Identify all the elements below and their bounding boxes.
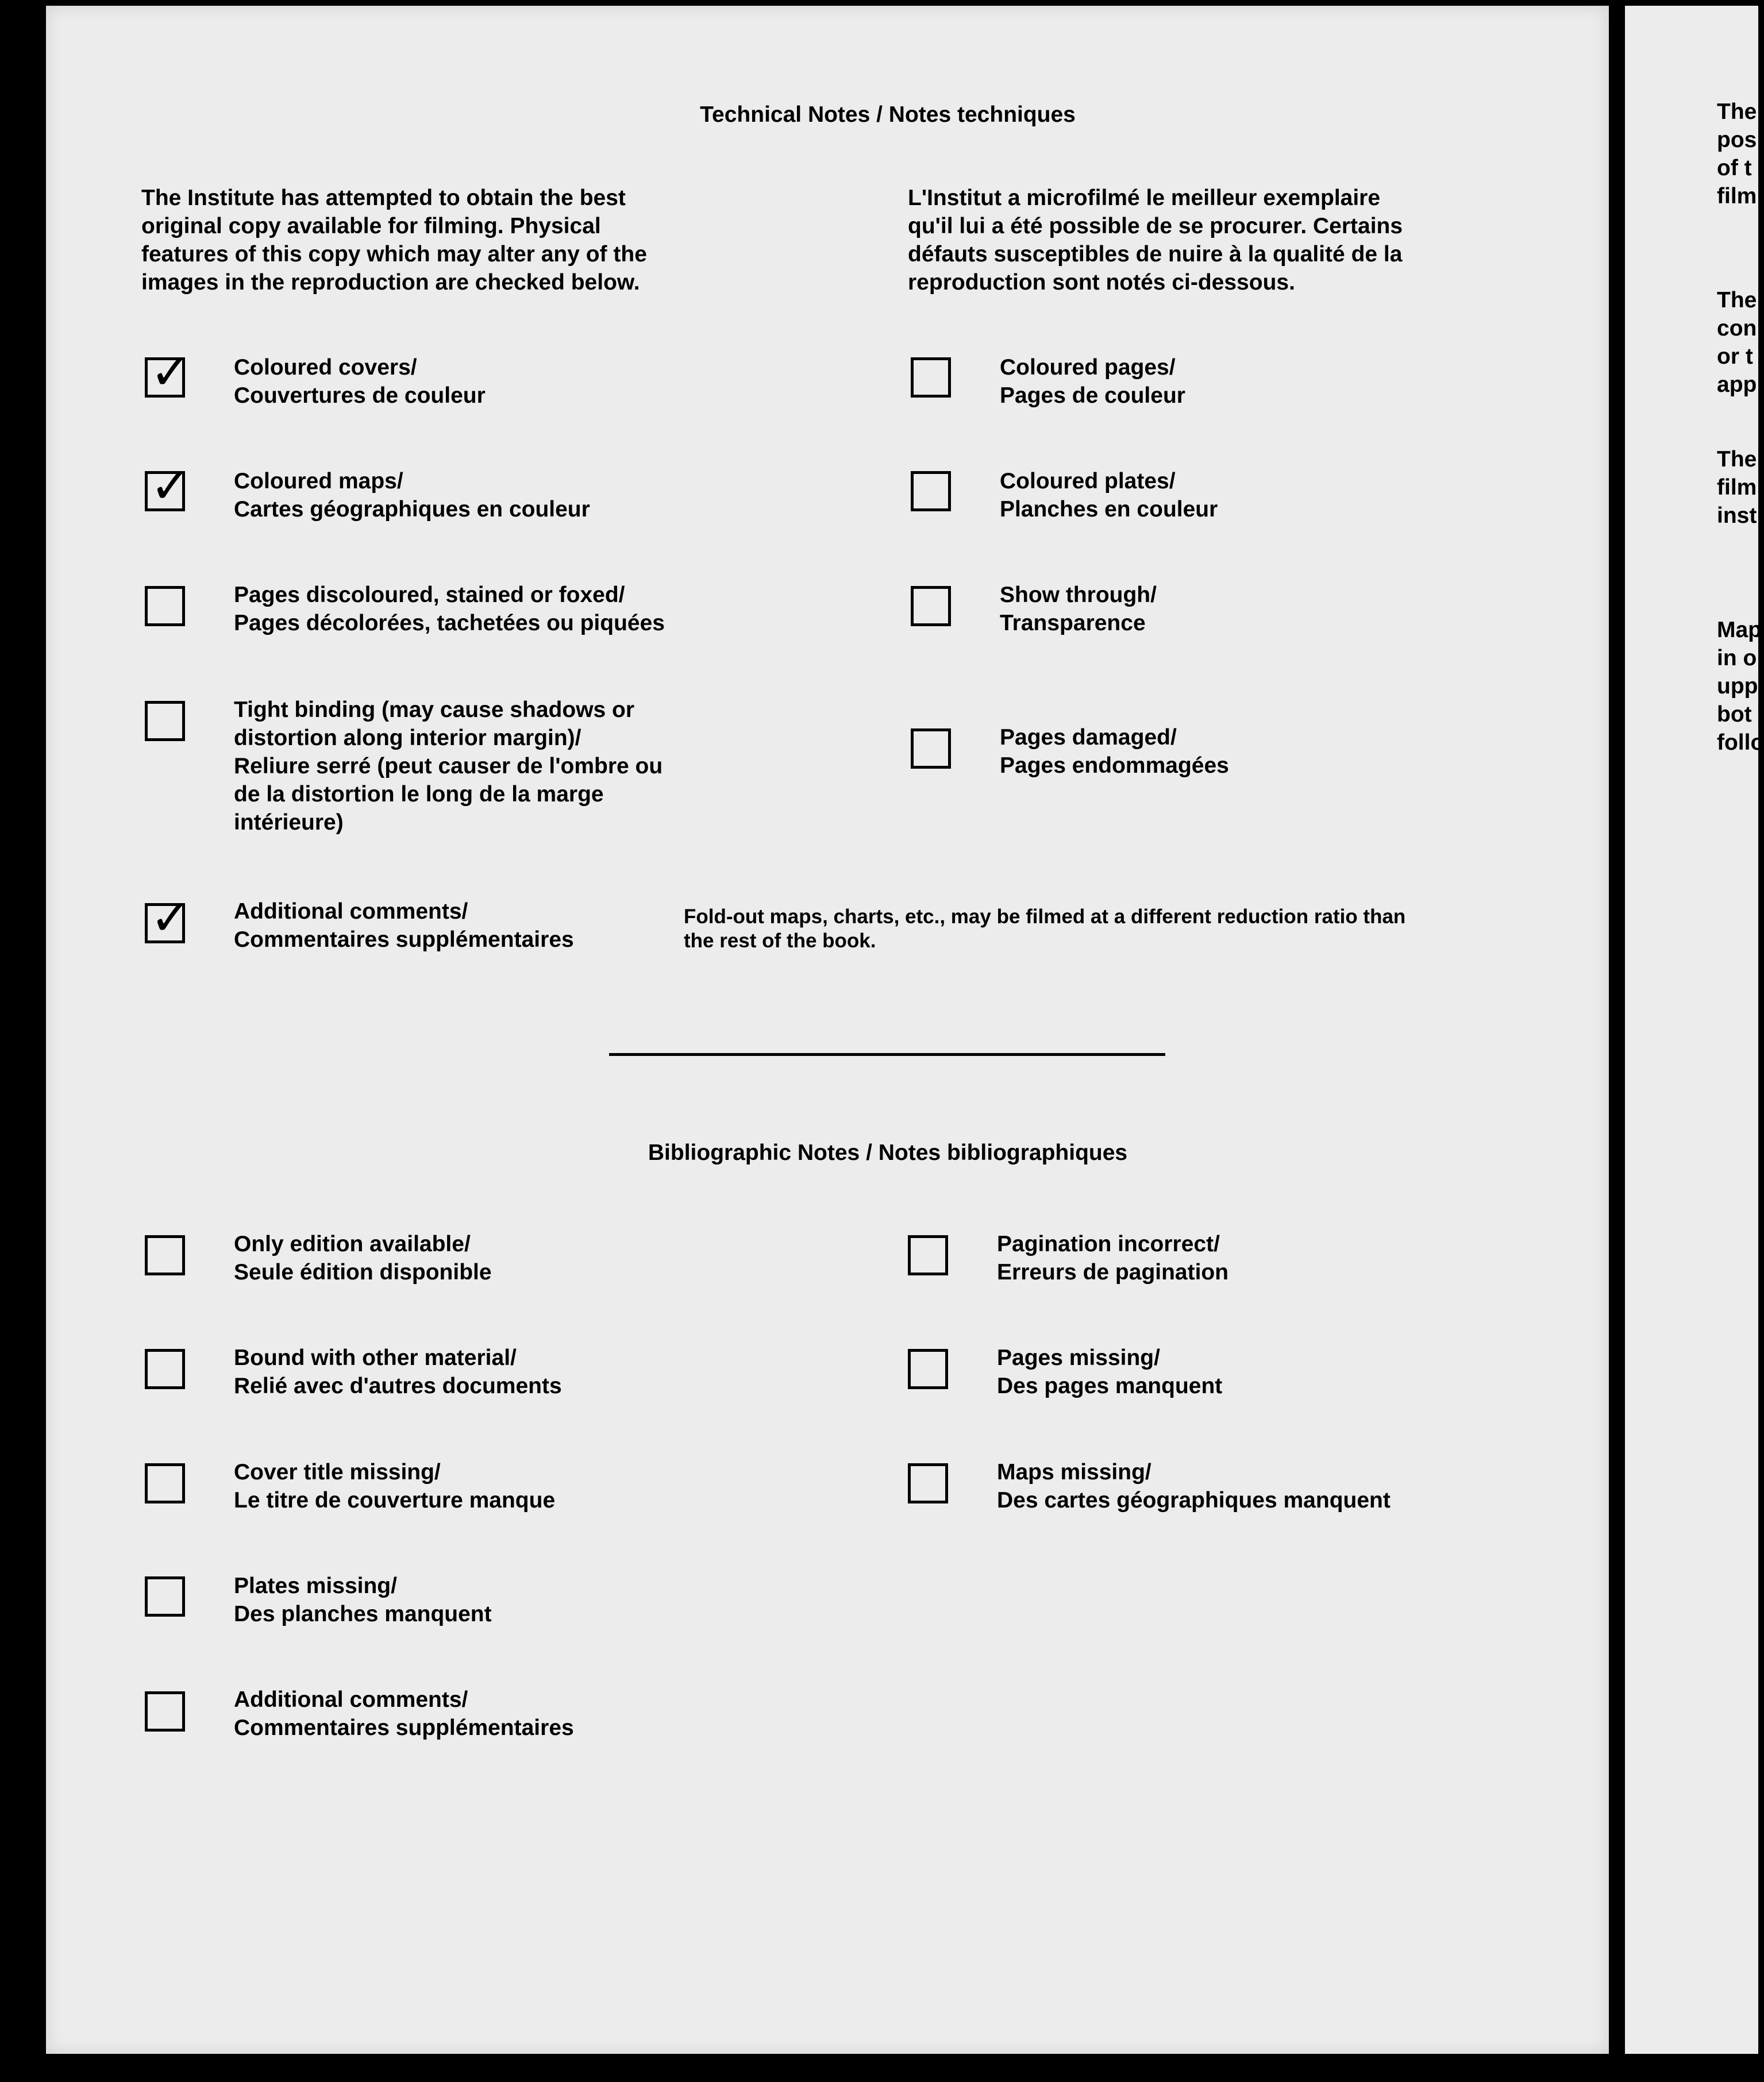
section-divider (609, 1053, 1165, 1056)
edge-text-block-3: The film inst (1717, 447, 1757, 528)
coloured-maps-label: Coloured maps/ Cartes géographiques en couleur (234, 469, 590, 522)
cover-title-missing-checkbox[interactable] (145, 1463, 185, 1503)
pagination-incorrect-checkbox[interactable] (908, 1235, 948, 1275)
document-page (46, 6, 1609, 2054)
only-edition-label: Only edition available/ Seule édition disponible (234, 1232, 492, 1285)
adjacent-page-edge (1625, 6, 1764, 2054)
pages-missing-label: Pages missing/ Des pages manquent (997, 1345, 1223, 1398)
edge-text-block-4: Map in o upp bot follo (1717, 618, 1764, 755)
coloured-covers-checkbox[interactable] (145, 344, 192, 401)
maps-missing-label: Maps missing/ Des cartes géographiques manquent (997, 1460, 1391, 1513)
coloured-plates-checkbox[interactable] (911, 471, 951, 511)
bibliographic-additional-comments-label: Additional comments/ Commentaires supplémentaires (234, 1687, 574, 1740)
checkmark-icon: ✓ (150, 344, 192, 401)
show-through-label: Show through/ Transparence (1000, 583, 1157, 635)
pages-missing-checkbox[interactable] (908, 1349, 948, 1389)
pages-discoloured-label: Pages discoloured, stained or foxed/ Pages décolorées, tachetées ou piquées (234, 583, 665, 635)
pages-damaged-checkbox[interactable] (911, 728, 951, 769)
pages-discoloured-checkbox[interactable] (145, 586, 185, 626)
plates-missing-checkbox[interactable] (145, 1576, 185, 1617)
edge-text-block-2: The con or t app (1717, 288, 1757, 397)
coloured-covers-label: Coloured covers/ Couvertures de couleur (234, 355, 486, 408)
technical-additional-comments-label: Additional comments/ Commentaires supplémentaires (234, 899, 574, 952)
technical-additional-comments-text: Fold-out maps, charts, etc., may be filmed at a different reduction ratio than the rest of the book. (684, 905, 1406, 952)
coloured-maps-checkbox[interactable] (145, 457, 192, 515)
maps-missing-checkbox[interactable] (908, 1463, 948, 1503)
pages-damaged-label: Pages damaged/ Pages endommagées (1000, 725, 1229, 778)
bibliographic-additional-comments-checkbox[interactable] (145, 1691, 185, 1732)
technical-intro-french: L'Institut a microfilmé le meilleur exemplaire qu'il lui a été possible de se procurer. Certains défauts susceptibles de nuire à la qualité de la reproduction sont notés ci-dessous. (908, 186, 1403, 295)
only-edition-checkbox[interactable] (145, 1235, 185, 1275)
coloured-plates-label: Coloured plates/ Planches en couleur (1000, 469, 1218, 522)
technical-notes-heading: Technical Notes / Notes techniques (700, 102, 1076, 127)
checkmark-icon: ✓ (150, 457, 192, 515)
show-through-checkbox[interactable] (911, 586, 951, 626)
coloured-pages-checkbox[interactable] (911, 357, 951, 398)
coloured-pages-label: Coloured pages/ Pages de couleur (1000, 355, 1185, 408)
tight-binding-label: Tight binding (may cause shadows or distortion along interior margin)/ Reliure serré (peut causer de l'ombre ou de la distortion le long de la marge intérieure) (234, 697, 663, 835)
tight-binding-checkbox[interactable] (145, 701, 185, 741)
plates-missing-label: Plates missing/ Des planches manquent (234, 1574, 492, 1626)
bound-with-other-material-checkbox[interactable] (145, 1349, 185, 1389)
edge-text-block-1: The pos of t film (1717, 99, 1757, 209)
checkmark-icon: ✓ (150, 889, 192, 947)
pagination-incorrect-label: Pagination incorrect/ Erreurs de pagination (997, 1232, 1229, 1285)
technical-intro-english: The Institute has attempted to obtain the best original copy available for filming. Physical features of this copy which may alter any of the images in the reproduction are checked below. (141, 186, 647, 295)
bibliographic-notes-heading: Bibliographic Notes / Notes bibliographiques (648, 1140, 1128, 1165)
technical-additional-comments-checkbox[interactable] (145, 889, 192, 947)
bound-with-other-material-label: Bound with other material/ Relié avec d'autres documents (234, 1345, 562, 1398)
cover-title-missing-label: Cover title missing/ Le titre de couverture manque (234, 1460, 556, 1513)
